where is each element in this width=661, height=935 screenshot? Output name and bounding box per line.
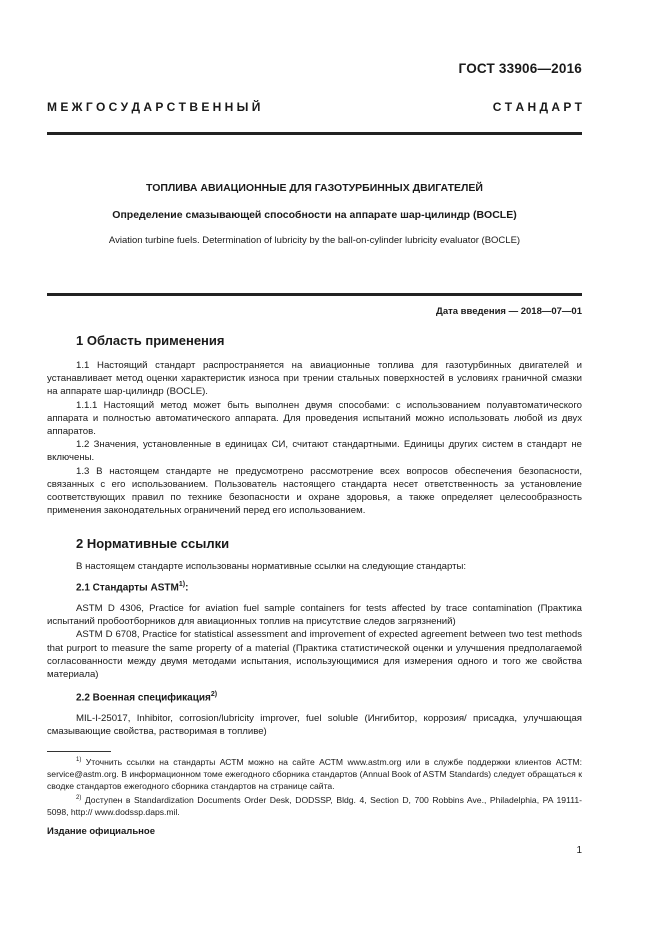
subsection-2-1-body <box>47 602 582 681</box>
introduction-date: Дата введения — 2018—07—01 <box>436 306 582 317</box>
reference-astm-d4306: ASTM D 4306, Practice for aviation fuel sample containers for tests affected by trace contamination (Практика испытаний пробоотборников для авиационных топлив на присутствие следов загрязнений) <box>47 603 582 628</box>
section-2-heading: 2 Нормативные ссылки <box>76 536 230 551</box>
banner-word-interstate: М Е Ж Г О С У Д А Р С Т В Е Н Н Ы Й <box>47 100 261 114</box>
subsection-2-2-title: 2.2 Военная спецификация <box>76 692 211 704</box>
footnote-2 <box>47 792 582 818</box>
header-rule <box>47 132 582 135</box>
paragraph-1-1-1: 1.1.1 Настоящий метод может быть выполнен двумя способами: с использованием полуавтоматического аппарата и полностью автоматического аппарата. Для проведения испытаний можно использовать любой из двух аппаратов. <box>47 399 582 438</box>
section-2-intro <box>47 560 582 573</box>
footnote-1 <box>47 754 582 792</box>
title-subtitle: Определение смазывающей способности на аппарате шар-цилиндр (BOCLE) <box>112 209 517 221</box>
footnote-ref-2: 2) <box>210 691 218 698</box>
section-1-heading: 1 Область применения <box>76 333 225 348</box>
banner-word-standard: С Т А Н Д А Р Т <box>492 100 582 114</box>
footnotes <box>47 754 582 818</box>
reference-astm-d6708: ASTM D 6708, Practice for statistical assessment and improvement of expected agreement between two test methods that purport to measure the same property of a material (Практика статистической оценки и улучшения предполагаемой согласованности между двумя методами испытания, использующимися для измерения одного и того же свойства материала) <box>47 629 582 681</box>
footnote-separator <box>47 751 111 752</box>
section-1-body <box>47 359 582 517</box>
footnote-1-mark: 1) <box>76 757 82 763</box>
paragraph-1-1: 1.1 Настоящий стандарт распространяется на авиационные топлива для газотурбинных двигателей и устанавливает метод оценки характеристик износа при трении стальных поверхностей в условиях граничной смазки на аппарате шар-цилиндр (BOCLE). <box>47 360 582 398</box>
official-edition-label: Издание официальное <box>47 826 155 837</box>
title-rule <box>47 293 582 296</box>
title-english: Aviation turbine fuels. Determination of lubricity by the ball-on-cylinder lubricity evaluator (BOCLE) <box>108 235 521 246</box>
paragraph-1-3: 1.3 В настоящем стандарте не предусмотрено рассмотрение всех вопросов обеспечения безопасности, связанных с его использованием. Пользователь настоящего стандарта несет ответственность за установление соответствующих правил по технике безопасности и охране здоровья, а также определяет целесообразность применения законодательных ограничений перед его использованием. <box>47 465 582 517</box>
reference-mil-i-25017: MIL-I-25017, Inhibitor, corrosion/lubricity improver, fuel soluble (Ингибитор, коррозия/ присадка, улучшающая смазывающие свойства, растворимая в топливе) <box>47 713 582 738</box>
subsection-2-1-title: 2.1 Стандарты ASTM <box>76 582 179 594</box>
footnote-2-text: Доступен в Standardization Documents Order Desk, DODSSP, Bldg. 4, Section D, 700 Robbins Ave., Philadelphia, PA 19111-5098, http:// www.dodssp.daps.mil. <box>47 794 582 817</box>
footnote-1-text: Уточнить ссылки на стандарты АСТМ можно на сайте АСТМ www.astm.org или в службе поддержки клиентов АСТМ: service@astm.org. В информационном томе ежегодного сборника стандартов (Annual Book of ASTM Standards) следует обращаться к сводке стандартов ежегодного сборника стандартов на странице сайта. <box>47 756 582 791</box>
standard-type-banner <box>47 100 582 114</box>
paragraph-1-2: 1.2 Значения, установленные в единицах СИ, считают стандартными. Единицы других систем в стандарт не включены. <box>47 439 582 464</box>
footnote-2-mark: 2) <box>76 794 82 801</box>
section-2-intro-text: В настоящем стандарте использованы нормативные ссылки на следующие стандарты: <box>76 561 467 572</box>
subsection-2-2-body <box>47 712 582 738</box>
standard-code: ГОСТ 33906—2016 <box>458 61 582 76</box>
subsection-2-1-heading: 2.1 Стандарты ASTM$^{1)}$: <box>76 581 189 594</box>
page-number: 1 <box>576 845 582 856</box>
title-main: ТОПЛИВА АВИАЦИОННЫЕ ДЛЯ ГАЗОТУРБИННЫХ ДВИГАТЕЛЕЙ <box>146 182 483 194</box>
footnote-ref-1: 1) <box>178 581 186 588</box>
subsection-2-2-heading <box>76 691 217 703</box>
